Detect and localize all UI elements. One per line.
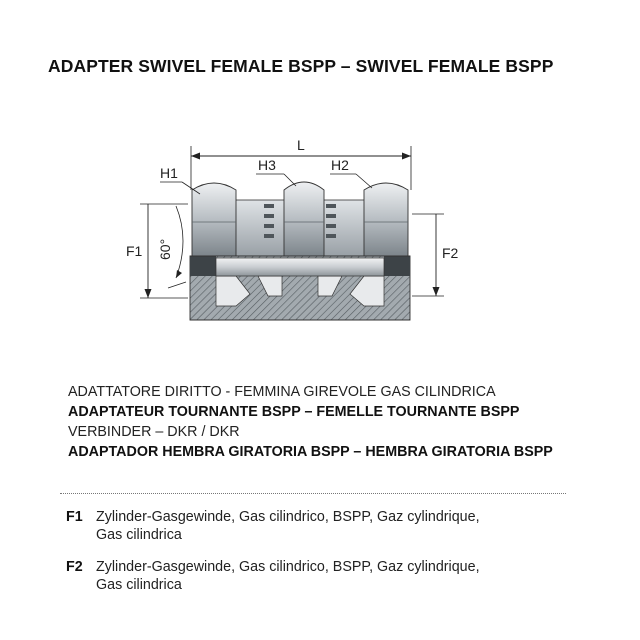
legend-item-f1 xyxy=(66,508,586,544)
description-es: ADAPTADOR HEMBRA GIRATORIA BSPP – HEMBRA GIRATORIA BSPP xyxy=(68,444,553,460)
label-h3: H3 xyxy=(258,157,276,173)
legend-text-cont: Gas cilindrica xyxy=(96,577,182,593)
label-angle: 60° xyxy=(157,238,173,260)
label-h2: H2 xyxy=(331,157,349,173)
legend xyxy=(66,508,586,608)
label-l: L xyxy=(297,137,305,153)
description-list xyxy=(68,382,553,462)
page-title: ADAPTER SWIVEL FEMALE BSPP – SWIVEL FEMALE BSPP xyxy=(48,56,554,76)
legend-text: Zylinder-Gasgewinde, Gas cilindrico, BSPP, Gaz cylindrique, xyxy=(96,509,480,525)
label-f2: F2 xyxy=(442,245,459,261)
description-de: VERBINDER – DKR / DKR xyxy=(68,424,240,440)
legend-code: F2 xyxy=(66,559,83,575)
left-swivel-nut xyxy=(192,183,236,256)
legend-code: F1 xyxy=(66,509,83,525)
dotted-divider xyxy=(60,493,566,494)
technical-drawing xyxy=(110,130,470,350)
label-h1: H1 xyxy=(160,165,178,181)
label-f1: F1 xyxy=(126,243,143,259)
right-swivel-nut xyxy=(364,183,408,256)
bore xyxy=(216,258,384,276)
angle-arc xyxy=(176,206,183,278)
legend-text: Zylinder-Gasgewinde, Gas cilindrico, BSPP, Gaz cylindrique, xyxy=(96,559,480,575)
description-fr: ADAPTATEUR TOURNANTE BSPP – FEMELLE TOURNANTE BSPP xyxy=(68,404,520,420)
legend-text-cont: Gas cilindrica xyxy=(96,527,182,543)
description-it: ADATTATORE DIRITTO - FEMMINA GIREVOLE GAS CILINDRICA xyxy=(68,384,496,400)
center-hex xyxy=(284,182,324,256)
legend-item-f2 xyxy=(66,558,586,594)
